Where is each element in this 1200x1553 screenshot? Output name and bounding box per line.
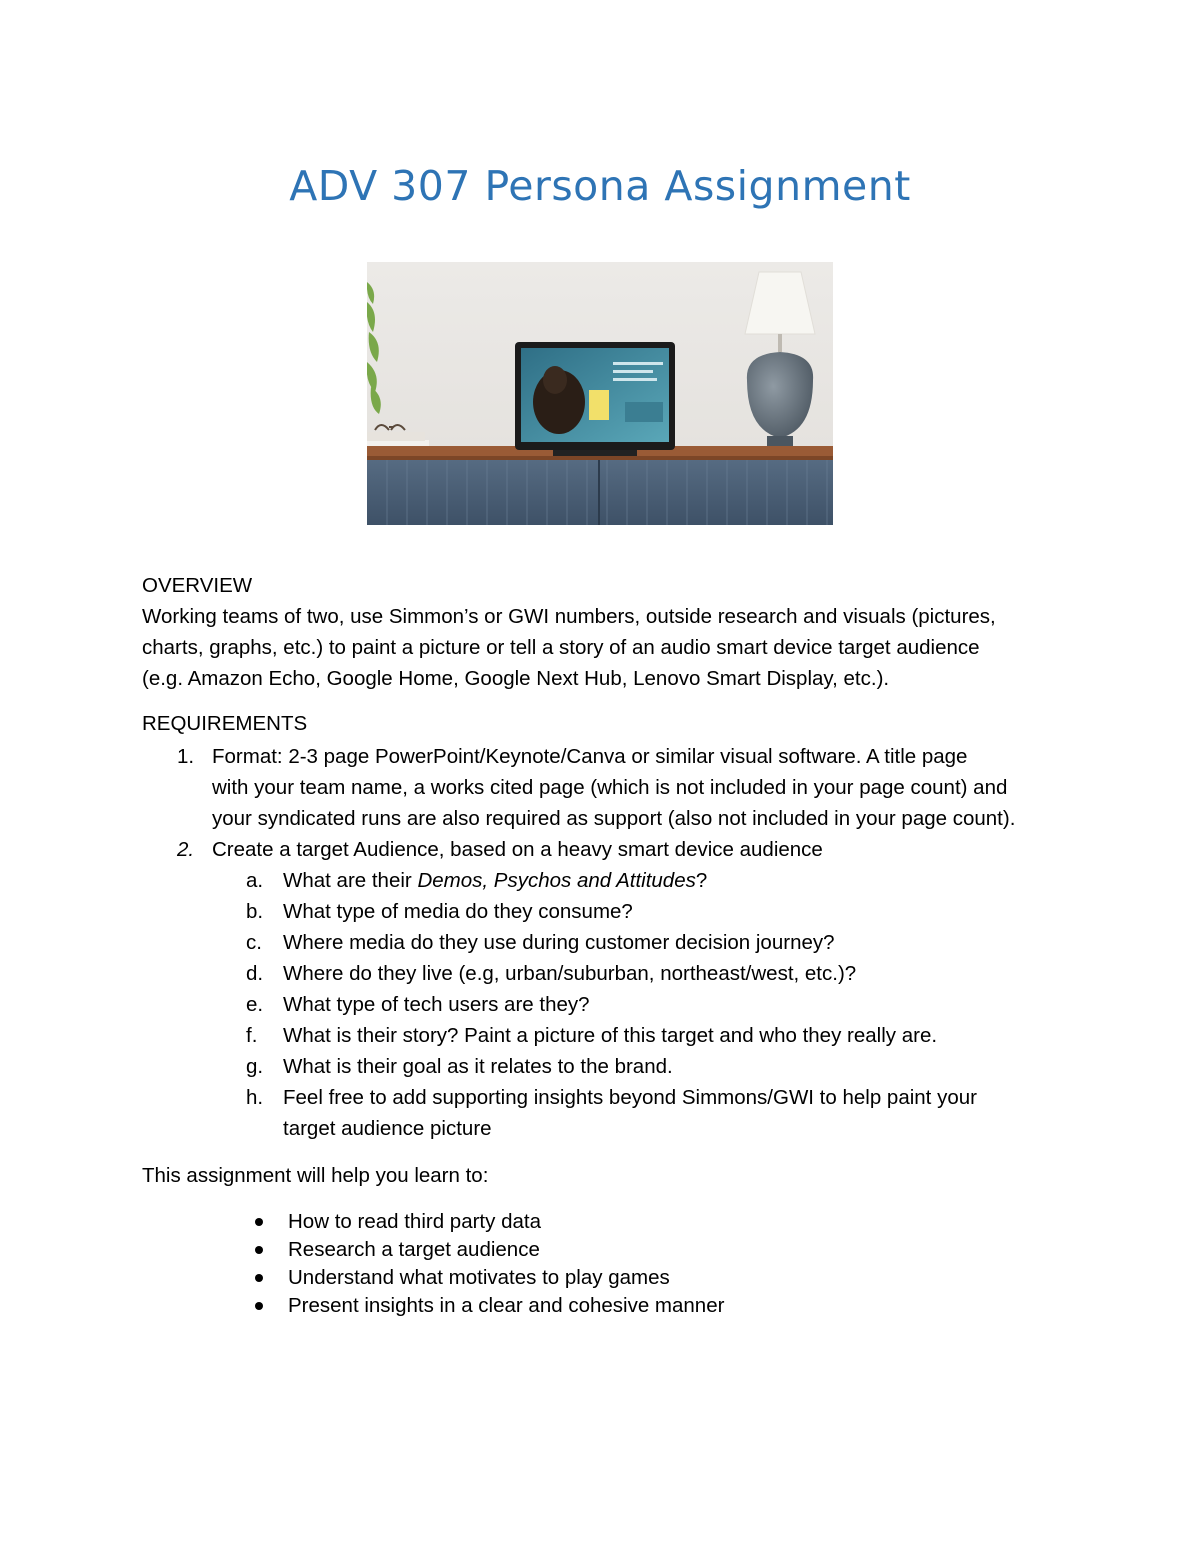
subitem-f-marker: f. (246, 1024, 258, 1047)
subitem-d-marker: d. (246, 962, 264, 985)
bullet-dot (255, 1218, 263, 1226)
learn-bullet-1: How to read third party data (288, 1210, 541, 1233)
requirement-2-marker: 2. (177, 838, 195, 861)
learn-bullet-3: Understand what motivates to play games (288, 1266, 670, 1289)
bullet-dot (255, 1302, 263, 1310)
subitem-h-marker: h. (246, 1086, 264, 1109)
subitem-c: Where media do they use during customer decision journey? (283, 931, 835, 954)
subitem-a-italic: Demos, Psychos and Attitudes (417, 869, 696, 892)
subitem-h-line-1: Feel free to add supporting insights beyond Simmons/GWI to help paint your (283, 1086, 977, 1109)
subitem-b-marker: b. (246, 900, 264, 923)
overview-line-3: (e.g. Amazon Echo, Google Home, Google Next Hub, Lenovo Smart Display, etc.). (142, 667, 890, 690)
smart-display-photo (367, 262, 833, 525)
subitem-e: What type of tech users are they? (283, 993, 590, 1016)
subitem-a-pre: What are their (283, 869, 418, 892)
requirement-2-line-1: Create a target Audience, based on a heavy smart device audience (212, 838, 823, 861)
requirement-1-line-2: with your team name, a works cited page (which is not included in your page count) and (212, 776, 1008, 799)
overview-line-2: charts, graphs, etc.) to paint a picture or tell a story of an audio smart device target audience (142, 636, 980, 659)
smart-display-device (515, 342, 675, 456)
learn-bullet-4: Present insights in a clear and cohesive manner (288, 1294, 725, 1317)
requirements-heading: REQUIREMENTS (142, 712, 308, 735)
bullet-dot (255, 1246, 263, 1254)
subitem-f: What is their story? Paint a picture of this target and who they really are. (283, 1024, 938, 1047)
document-title: ADV 307 Persona Assignment (289, 162, 911, 210)
subitem-c-marker: c. (246, 931, 262, 954)
learn-bullet-2: Research a target audience (288, 1238, 540, 1261)
subitem-b: What type of media do they consume? (283, 900, 633, 923)
subitem-g: What is their goal as it relates to the brand. (283, 1055, 673, 1078)
subitem-a-marker: a. (246, 869, 264, 892)
requirement-1-line-3: your syndicated runs are also required as support (also not included in your page count). (212, 807, 1016, 830)
subitem-d: Where do they live (e.g, urban/suburban, northeast/west, etc.)? (283, 962, 857, 985)
requirement-1-line-1: Format: 2-3 page PowerPoint/Keynote/Canva or similar visual software. A title page (212, 745, 968, 768)
overview-section (142, 570, 996, 694)
bullet-dot (255, 1274, 263, 1282)
subitem-h-line-2: target audience picture (283, 1117, 492, 1140)
overview-heading: OVERVIEW (142, 574, 253, 597)
learn-intro: This assignment will help you learn to: (142, 1164, 489, 1187)
subitem-a-post: ? (695, 869, 708, 892)
subitem-a (283, 865, 707, 896)
requirement-1-marker: 1. (177, 745, 195, 768)
subitem-g-marker: g. (246, 1055, 264, 1078)
subitem-e-marker: e. (246, 993, 264, 1016)
overview-line-1: Working teams of two, use Simmon’s or GWI numbers, outside research and visuals (pictures, (142, 605, 996, 628)
